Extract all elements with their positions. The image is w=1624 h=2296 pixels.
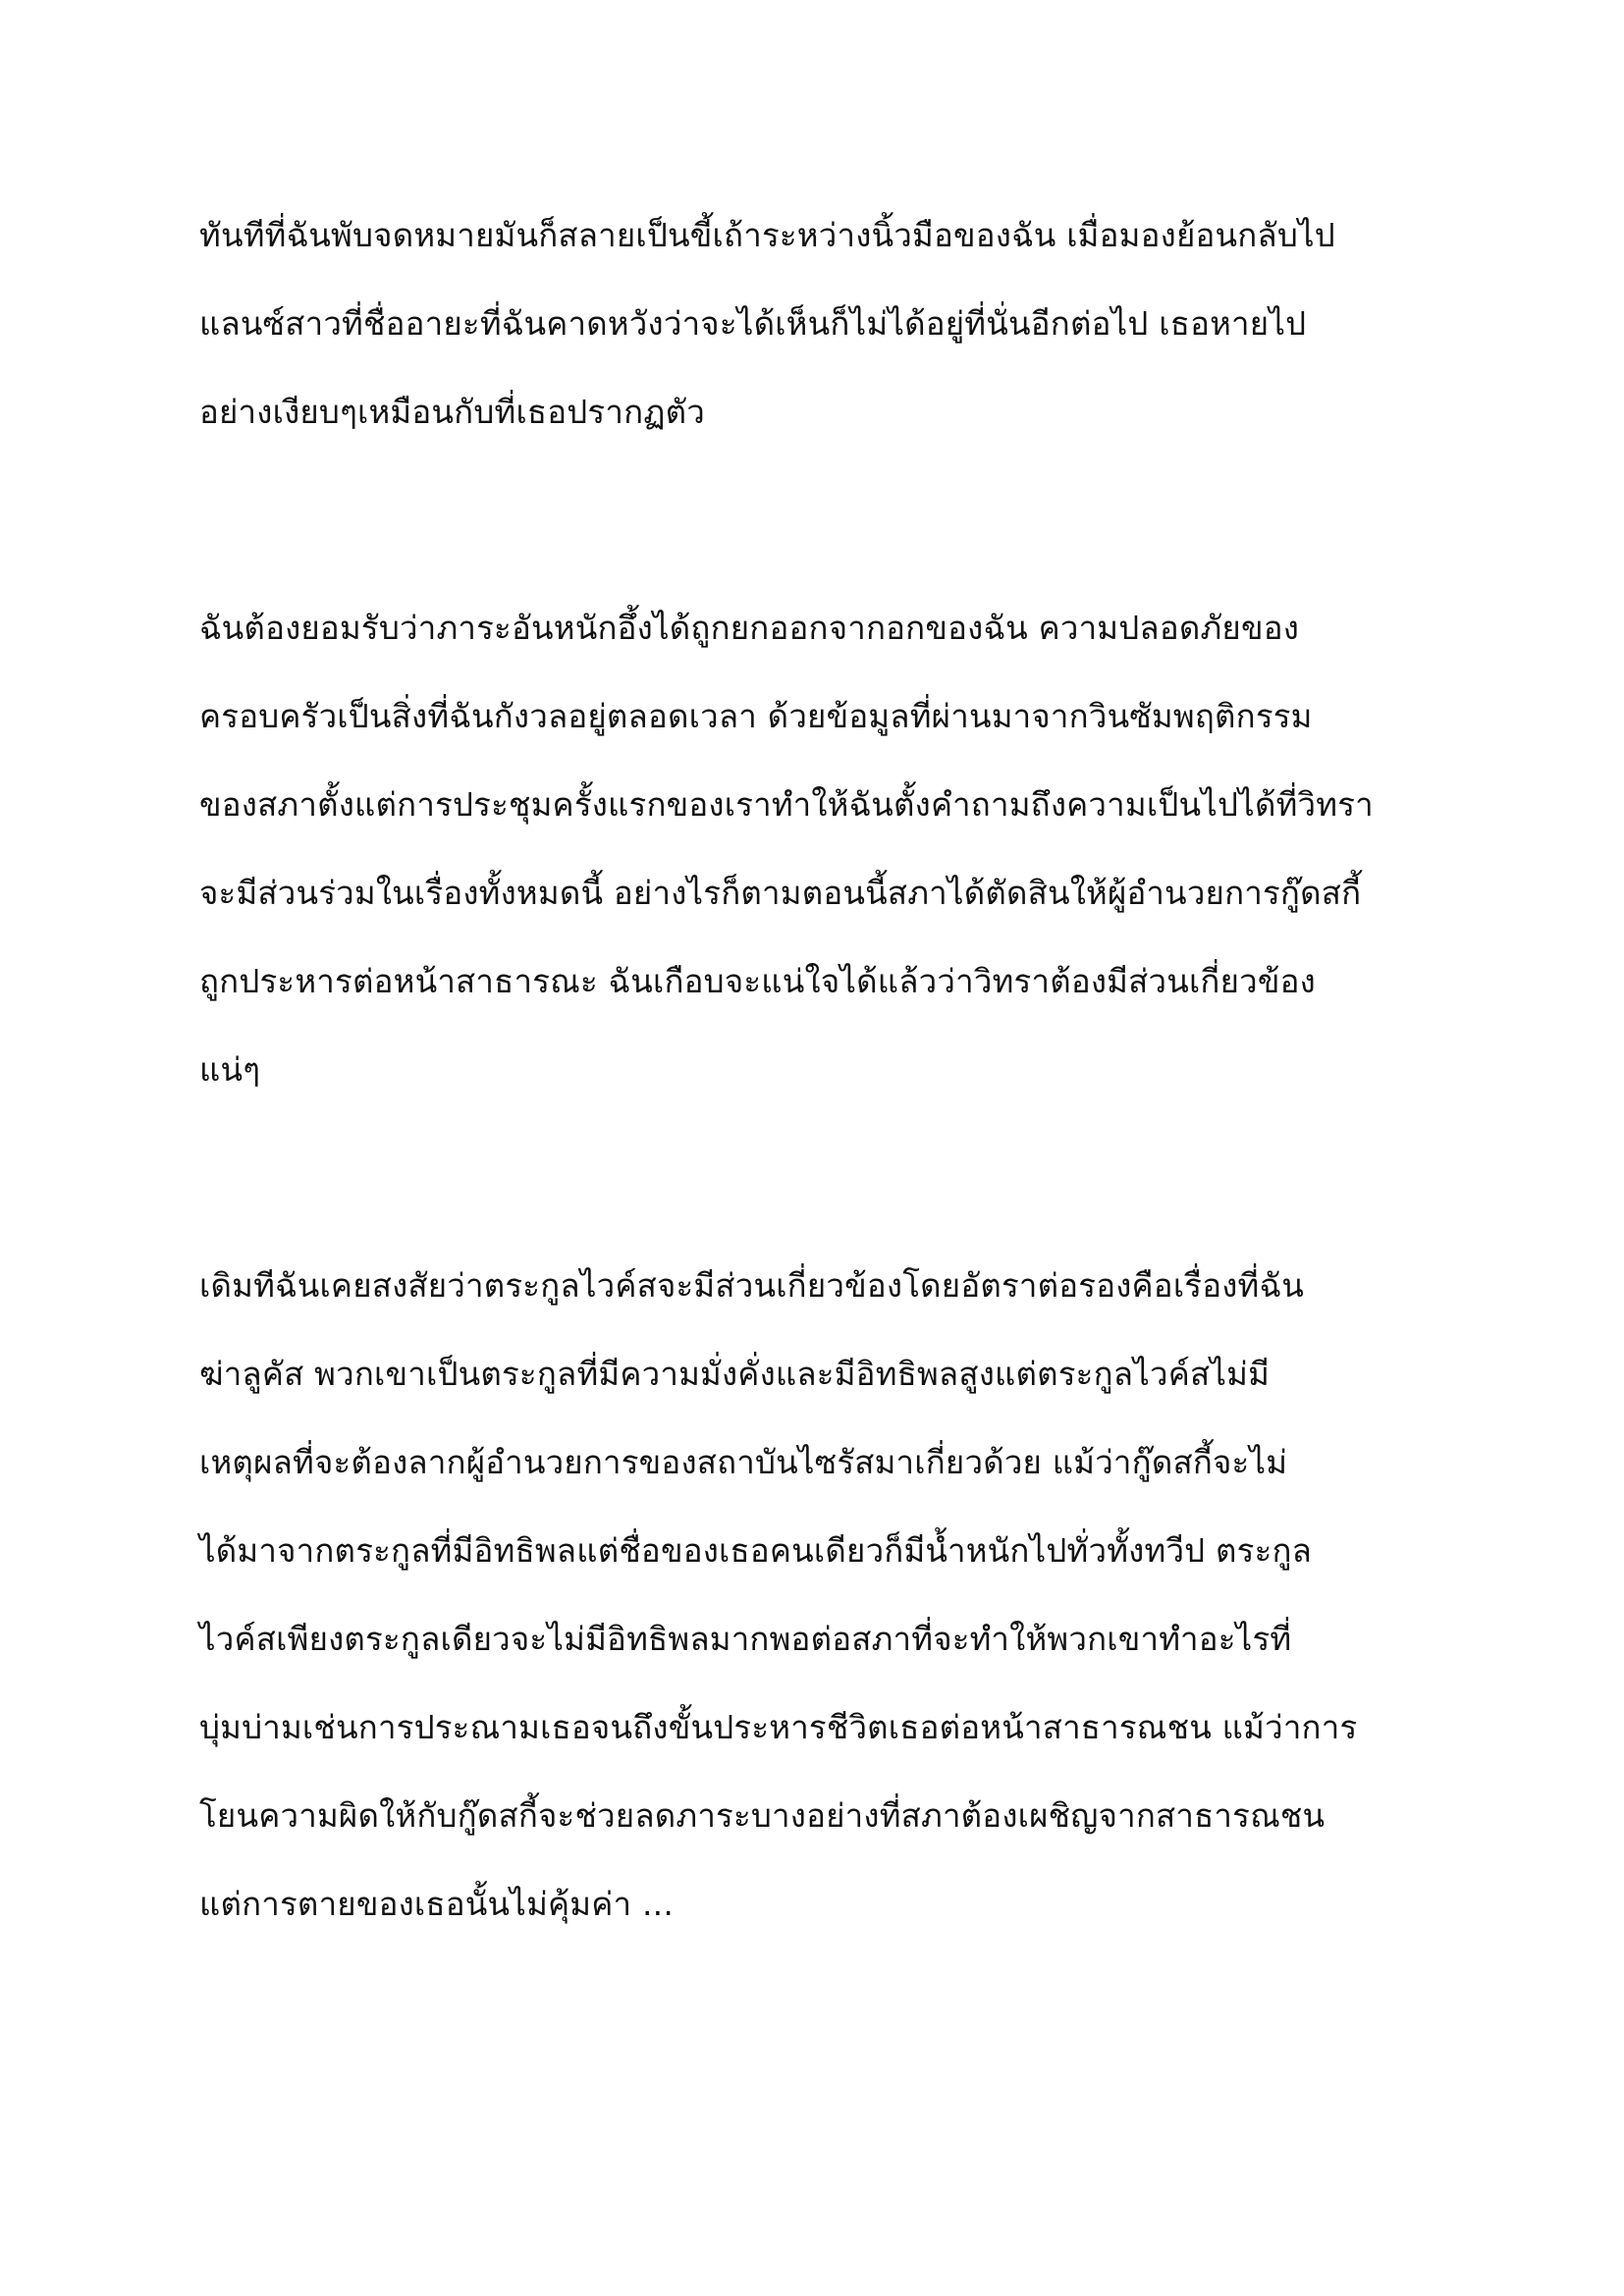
paragraph-line: บุ่มบ่ามเช่นการประณามเธอจนถึงขั้นประหารชีวิตเธอต่อหน้าสาธารณชน แม้ว่าการ bbox=[199, 1708, 1358, 1746]
paragraph-line: จะมีส่วนร่วมในเรื่องทั้งหมดนี้ อย่างไรก็ตามตอนนี้สภาได้ตัดสินให้ผู้อำนวยการกู๊ดสกี้ bbox=[199, 874, 1362, 912]
paragraph-line: ได้มาจากตระกูลที่มีอิทธิพลแต่ชื่อของเธอคนเดียวก็มีน้ำหนักไปทั่วทั้งทวีป ตระกูล bbox=[199, 1531, 1313, 1570]
paragraph-line: เหตุผลที่จะต้องลากผู้อำนวยการของสถาบันไซรัสมาเกี่ยวด้วย แม้ว่ากู๊ดสกี้จะไม่ bbox=[199, 1443, 1288, 1481]
paragraph-line: ครอบครัวเป็นสิ่งที่ฉันกังวลอยู่ตลอดเวลา ด้วยข้อมูลที่ผ่านมาจากวินซัมพฤติกรรม bbox=[199, 697, 1313, 735]
paragraph-line: ฉันต้องยอมรับว่าภาระอันหนักอึ้งได้ถูกยกออกจากอกของฉัน ความปลอดภัยของ bbox=[199, 609, 1300, 647]
paragraph-line: ฆ่าลูคัส พวกเขาเป็นตระกูลที่มีความมั่งคั่งและมีอิทธิพลสูงแต่ตระกูลไวค์สไม่มี bbox=[199, 1355, 1271, 1393]
paragraph-line: แลนซ์สาวที่ชื่ออายะที่ฉันคาดหวังว่าจะได้เห็นก็ไม่ได้อยู่ที่นั่นอีกต่อไป เธอหายไป bbox=[199, 304, 1307, 343]
paragraph-line: ทันทีที่ฉันพับจดหมายมันก็สลายเป็นขี้เถ้าระหว่างนิ้วมือของฉัน เมื่อมองย้อนกลับไป bbox=[199, 216, 1335, 254]
paragraph-line: อย่างเงียบๆเหมือนกับที่เธอปรากฏตัว bbox=[199, 393, 705, 431]
paragraph-line: ไวค์สเพียงตระกูลเดียวจะไม่มีอิทธิพลมากพอต่อสภาที่จะทำให้พวกเขาทำอะไรที่ bbox=[199, 1620, 1292, 1658]
paragraph-line: ถูกประหารต่อหน้าสาธารณะ ฉันเกือบจะแน่ใจได้แล้วว่าวิทราต้องมีส่วนเกี่ยวข้อง bbox=[199, 962, 1316, 1000]
paragraph-2 bbox=[199, 584, 1436, 1114]
paragraph-line: แต่การตายของเธอนั้นไม่คุ้มค่า ... bbox=[199, 1885, 675, 1923]
paragraph-line: เดิมทีฉันเคยสงสัยว่าตระกูลไวค์สจะมีส่วนเกี่ยวข้องโดยอัตราต่อรองคือเรื่องที่ฉัน bbox=[199, 1266, 1304, 1305]
paragraph-1 bbox=[199, 191, 1436, 456]
paragraph-line: ของสภาตั้งแต่การประชุมครั้งแรกของเราทำให้ฉันตั้งคำถามถึงความเป็นไปได้ที่วิทรา bbox=[199, 785, 1374, 824]
paragraph-line: โยนความผิดให้กับกู๊ดสกี้จะช่วยลดภาระบางอย่างที่สภาต้องเผชิญจากสาธารณชน bbox=[199, 1796, 1326, 1835]
paragraph-3 bbox=[199, 1242, 1436, 1949]
paragraph-line: แน่ๆ bbox=[199, 1050, 261, 1089]
